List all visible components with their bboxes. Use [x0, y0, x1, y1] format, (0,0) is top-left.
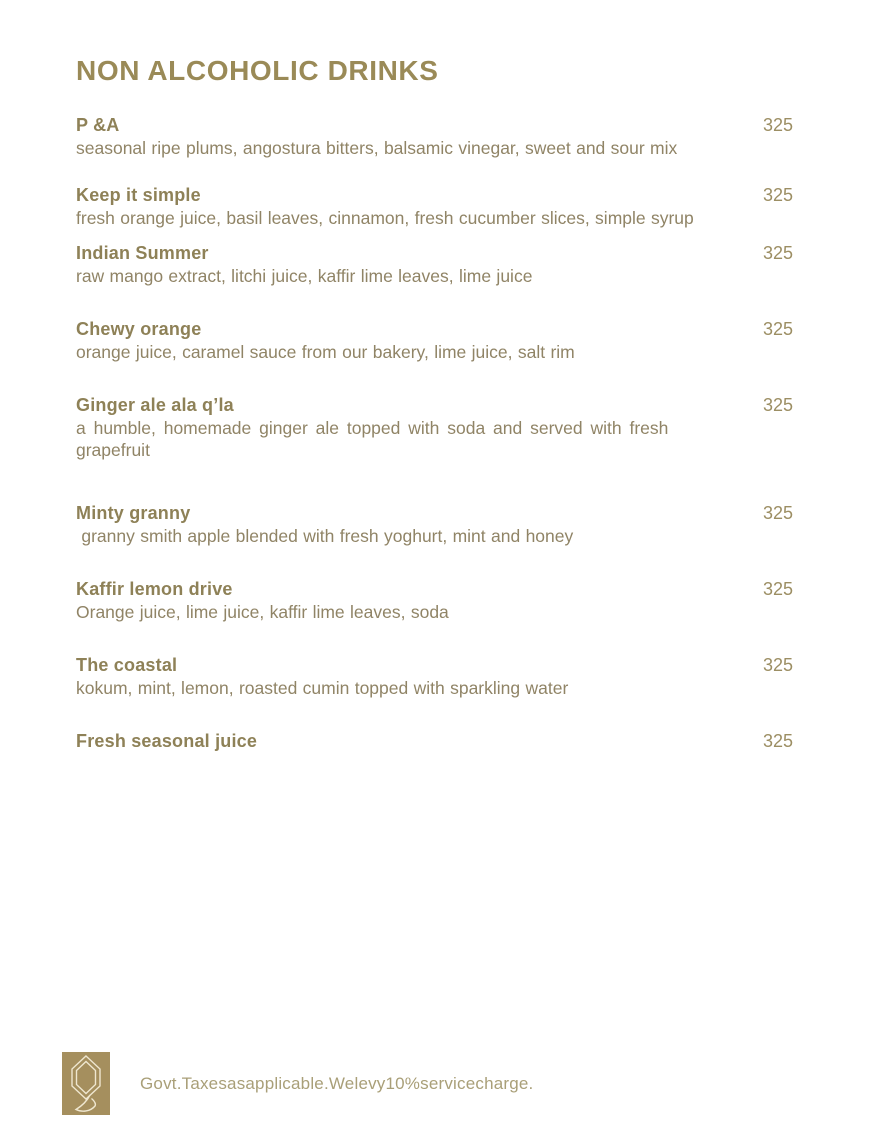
- menu-item-price: 325: [762, 185, 793, 205]
- menu-list: [76, 113, 793, 753]
- menu-item-header: [76, 113, 793, 137]
- menu-item-header: [76, 241, 793, 265]
- page-title: NON ALCOHOLIC DRINKS: [76, 55, 439, 86]
- menu-item: [76, 501, 793, 547]
- menu-item-header: [76, 317, 793, 341]
- menu-item-price: 325: [762, 243, 793, 263]
- menu-item-description: seasonal ripe plums, angostura bitters, balsamic vinegar, sweet and sour mix: [76, 138, 678, 158]
- menu-item-name: P &A: [76, 115, 120, 135]
- menu-item-price: 325: [762, 731, 793, 751]
- menu-item: [76, 183, 793, 229]
- footer-note: Govt.Taxesasapplicable.Welevy10%servicecharge.: [140, 1073, 534, 1093]
- menu-item-price: 325: [762, 115, 793, 135]
- menu-item-name: Fresh seasonal juice: [76, 731, 258, 751]
- menu-item-description: fresh orange juice, basil leaves, cinnamon, fresh cucumber slices, simple syrup: [76, 208, 694, 228]
- menu-item-header: [76, 653, 793, 677]
- menu-item-description: a humble, homemade ginger ale topped with soda and served with fresh grapefruit: [76, 418, 677, 460]
- menu-item-header: [76, 183, 793, 207]
- menu-item-description: orange juice, caramel sauce from our bakery, lime juice, salt rim: [76, 342, 575, 362]
- menu-item-price: 325: [762, 503, 793, 523]
- menu-item-header: [76, 577, 793, 601]
- menu-item: [76, 393, 793, 461]
- menu-item-description: raw mango extract, litchi juice, kaffir lime leaves, lime juice: [76, 266, 533, 286]
- menu-item-name: Kaffir lemon drive: [76, 579, 233, 599]
- menu-item: [76, 577, 793, 623]
- footer: [62, 1052, 533, 1115]
- menu-content: [76, 55, 793, 783]
- menu-item-name: Ginger ale ala q’la: [76, 395, 234, 415]
- menu-item-description: kokum, mint, lemon, roasted cumin topped with sparkling water: [76, 678, 569, 698]
- menu-item-name: Indian Summer: [76, 243, 209, 263]
- menu-item-header: [76, 729, 793, 753]
- menu-item: [76, 317, 793, 363]
- menu-item-name: Chewy orange: [76, 319, 202, 339]
- menu-item-price: 325: [762, 579, 793, 599]
- menu-item-price: 325: [762, 395, 793, 415]
- menu-item-header: [76, 393, 793, 417]
- menu-item: [76, 653, 793, 699]
- menu-item: [76, 113, 793, 159]
- menu-item-name: Keep it simple: [76, 185, 201, 205]
- menu-item-name: Minty granny: [76, 503, 191, 523]
- menu-item-name: The coastal: [76, 655, 178, 675]
- menu-item-description: Orange juice, lime juice, kaffir lime leaves, soda: [76, 602, 449, 622]
- menu-item: [76, 241, 793, 287]
- menu-item: [76, 729, 793, 753]
- menu-item-price: 325: [762, 319, 793, 339]
- menu-item-header: [76, 501, 793, 525]
- q-monogram-icon: [62, 1052, 110, 1115]
- menu-item-price: 325: [762, 655, 793, 675]
- menu-item-description: granny smith apple blended with fresh yoghurt, mint and honey: [76, 526, 574, 546]
